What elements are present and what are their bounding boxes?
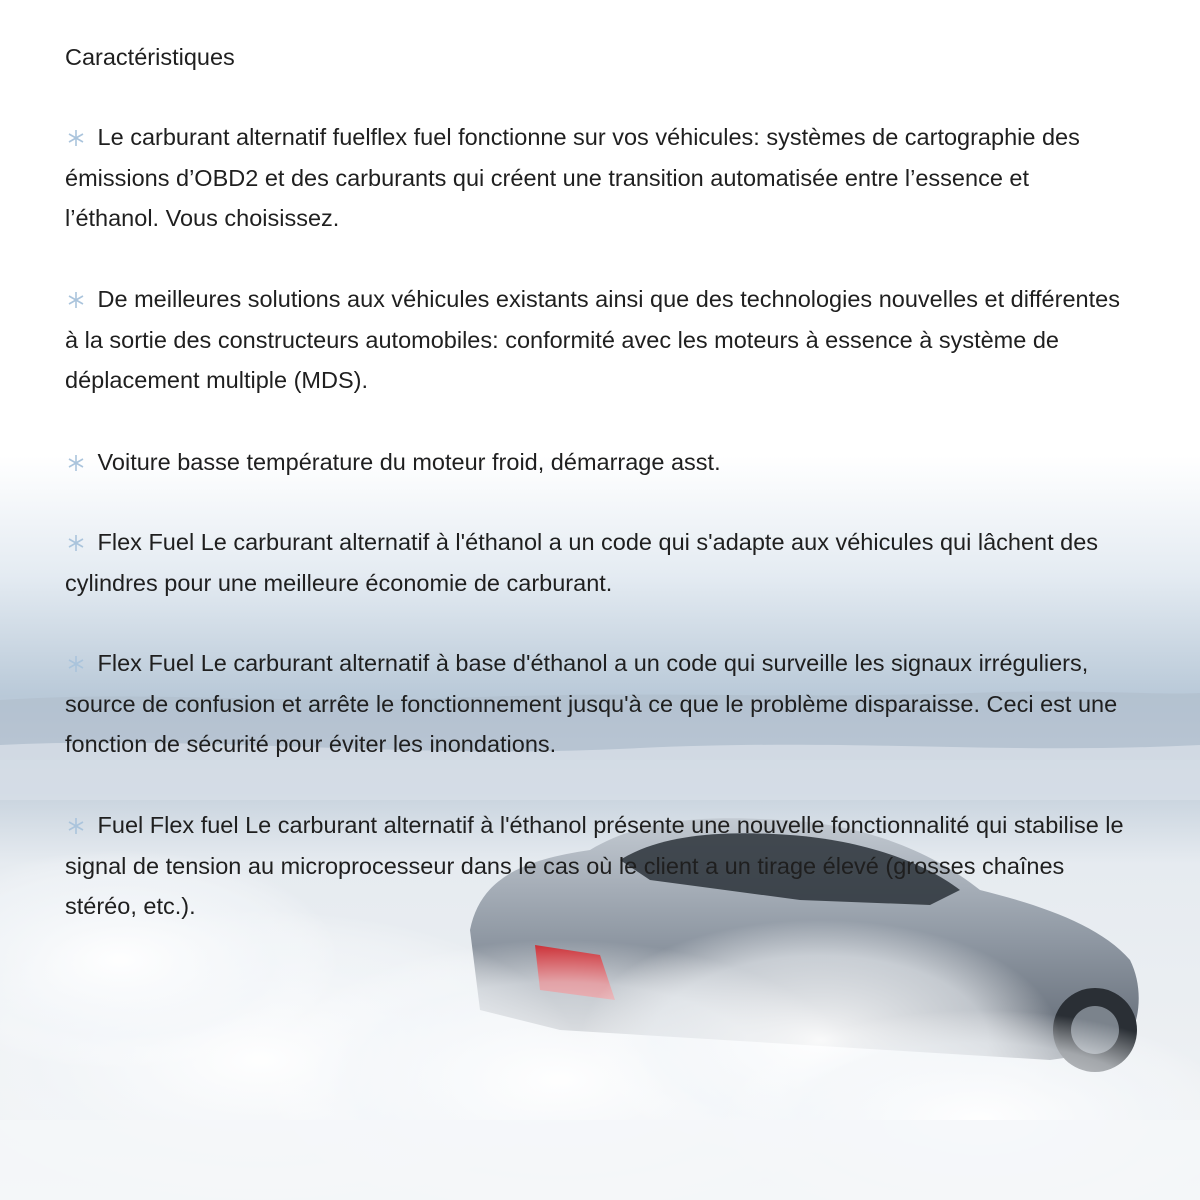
feature-item: [65, 117, 1127, 239]
feature-text: De meilleures solutions aux véhicules existants ainsi que des technologies nouvelles et différentes à la sortie des constructeurs automobiles: conformité avec les moteurs à essence à système de déplacement multiple (MDS).: [65, 286, 1120, 393]
snowflake-bullet-icon: [65, 815, 87, 837]
feature-text: Flex Fuel Le carburant alternatif à base d'éthanol a un code qui surveille les signaux irréguliers, source de confusion et arrête le fonctionnement jusqu'à ce que le problème disparaisse. Ceci est une fonction de sécurité pour éviter les inondations.: [65, 650, 1118, 757]
feature-item: [65, 442, 1127, 483]
feature-item: [65, 643, 1127, 765]
feature-text: Fuel Flex fuel Le carburant alternatif à l'éthanol présente une nouvelle fonctionnalité qui stabilise le signal de tension au microprocesseur dans le cas où le client a un tirage élevé (grosses chaînes stéréo, etc.).: [65, 812, 1124, 919]
snowflake-bullet-icon: [65, 532, 87, 554]
feature-item: [65, 522, 1127, 603]
snowflake-bullet-icon: [65, 289, 87, 311]
feature-text: Le carburant alternatif fuelflex fuel fonctionne sur vos véhicules: systèmes de cartographie des émissions d’OBD2 et des carburants qui créent une transition automatisée entre l’essence et l’éthanol. Vous choisissez.: [65, 124, 1080, 231]
snowflake-bullet-icon: [65, 127, 87, 149]
feature-item: [65, 805, 1127, 927]
snowflake-bullet-icon: [65, 452, 87, 474]
feature-text: Voiture basse température du moteur froid, démarrage asst.: [97, 449, 721, 475]
page-title: Caractéristiques: [65, 44, 235, 70]
feature-text: Flex Fuel Le carburant alternatif à l'éthanol a un code qui s'adapte aux véhicules qui lâchent des cylindres pour une meilleure économie de carburant.: [65, 529, 1099, 596]
feature-item: [65, 279, 1127, 401]
snowflake-bullet-icon: [65, 653, 87, 675]
